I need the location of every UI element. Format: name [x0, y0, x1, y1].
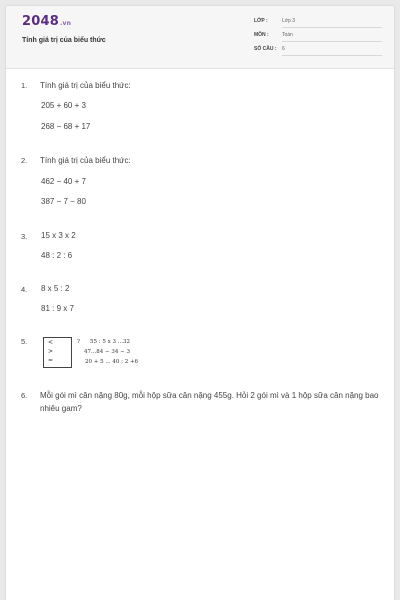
comparison-item: 20 + 5 ... 40 : 2 +6 — [85, 359, 139, 365]
meta-lop-value: Lớp 3 — [282, 18, 296, 24]
question-marker: ? — [77, 339, 80, 345]
question-number: 3. — [21, 232, 28, 241]
question-text: Tính giá trị của biểu thức: — [40, 81, 131, 90]
question-number: 6. — [21, 391, 28, 400]
meta-socau — [254, 44, 382, 56]
worksheet-header — [6, 6, 394, 69]
expression: 48 : 2 : 6 — [41, 251, 73, 260]
meta-mon-value: Toán — [282, 32, 293, 38]
comparison-item: 55 : 5 x 3 ...32 — [90, 339, 130, 345]
meta-lop-label: LỚP : — [254, 18, 268, 24]
meta-lop-underline — [282, 27, 382, 28]
expression: 8 x 5 : 2 — [41, 284, 70, 293]
meta-mon-label: MÔN : — [254, 32, 269, 38]
logo-domain: .vn — [59, 20, 72, 27]
question-number: 2. — [21, 156, 28, 165]
expression: 81 : 9 x 7 — [41, 304, 74, 313]
expression: 15 x 3 x 2 — [41, 231, 76, 240]
comparison-symbol-box — [43, 337, 72, 368]
question-number: 5. — [21, 337, 28, 346]
meta-socau-underline — [282, 55, 382, 56]
site-logo[interactable] — [22, 14, 71, 29]
worksheet-title: Tính giá trị của biểu thức — [22, 37, 106, 44]
greater-than-symbol: > — [48, 348, 54, 355]
question-text: Mỗi gói mì cân nặng 80g, mỗi hộp sữa cân nặng 455g. Hỏi 2 gói mì và 1 hộp sữa cân nặng bao nhiêu gam? — [40, 391, 379, 413]
equals-symbol: = — [48, 357, 54, 364]
comparison-item: 47...84 − 34 − 3 — [84, 349, 130, 355]
meta-lop — [254, 16, 382, 28]
expression: 387 − 7 − 80 — [41, 197, 86, 206]
expression: 205 + 60 + 3 — [41, 101, 86, 110]
worksheet-page — [6, 6, 394, 600]
logo-text: 2048 — [22, 14, 59, 29]
question-text: Tính giá trị của biểu thức: — [40, 156, 131, 165]
question-number: 4. — [21, 285, 28, 294]
meta-mon — [254, 30, 382, 42]
meta-socau-label: SỐ CÂU : — [254, 46, 277, 52]
expression: 268 − 68 + 17 — [41, 122, 91, 131]
meta-socau-value: 6 — [282, 46, 285, 52]
question-number: 1. — [21, 81, 28, 90]
expression: 462 − 40 + 7 — [41, 177, 86, 186]
meta-mon-underline — [282, 41, 382, 42]
less-than-symbol: < — [48, 339, 54, 346]
